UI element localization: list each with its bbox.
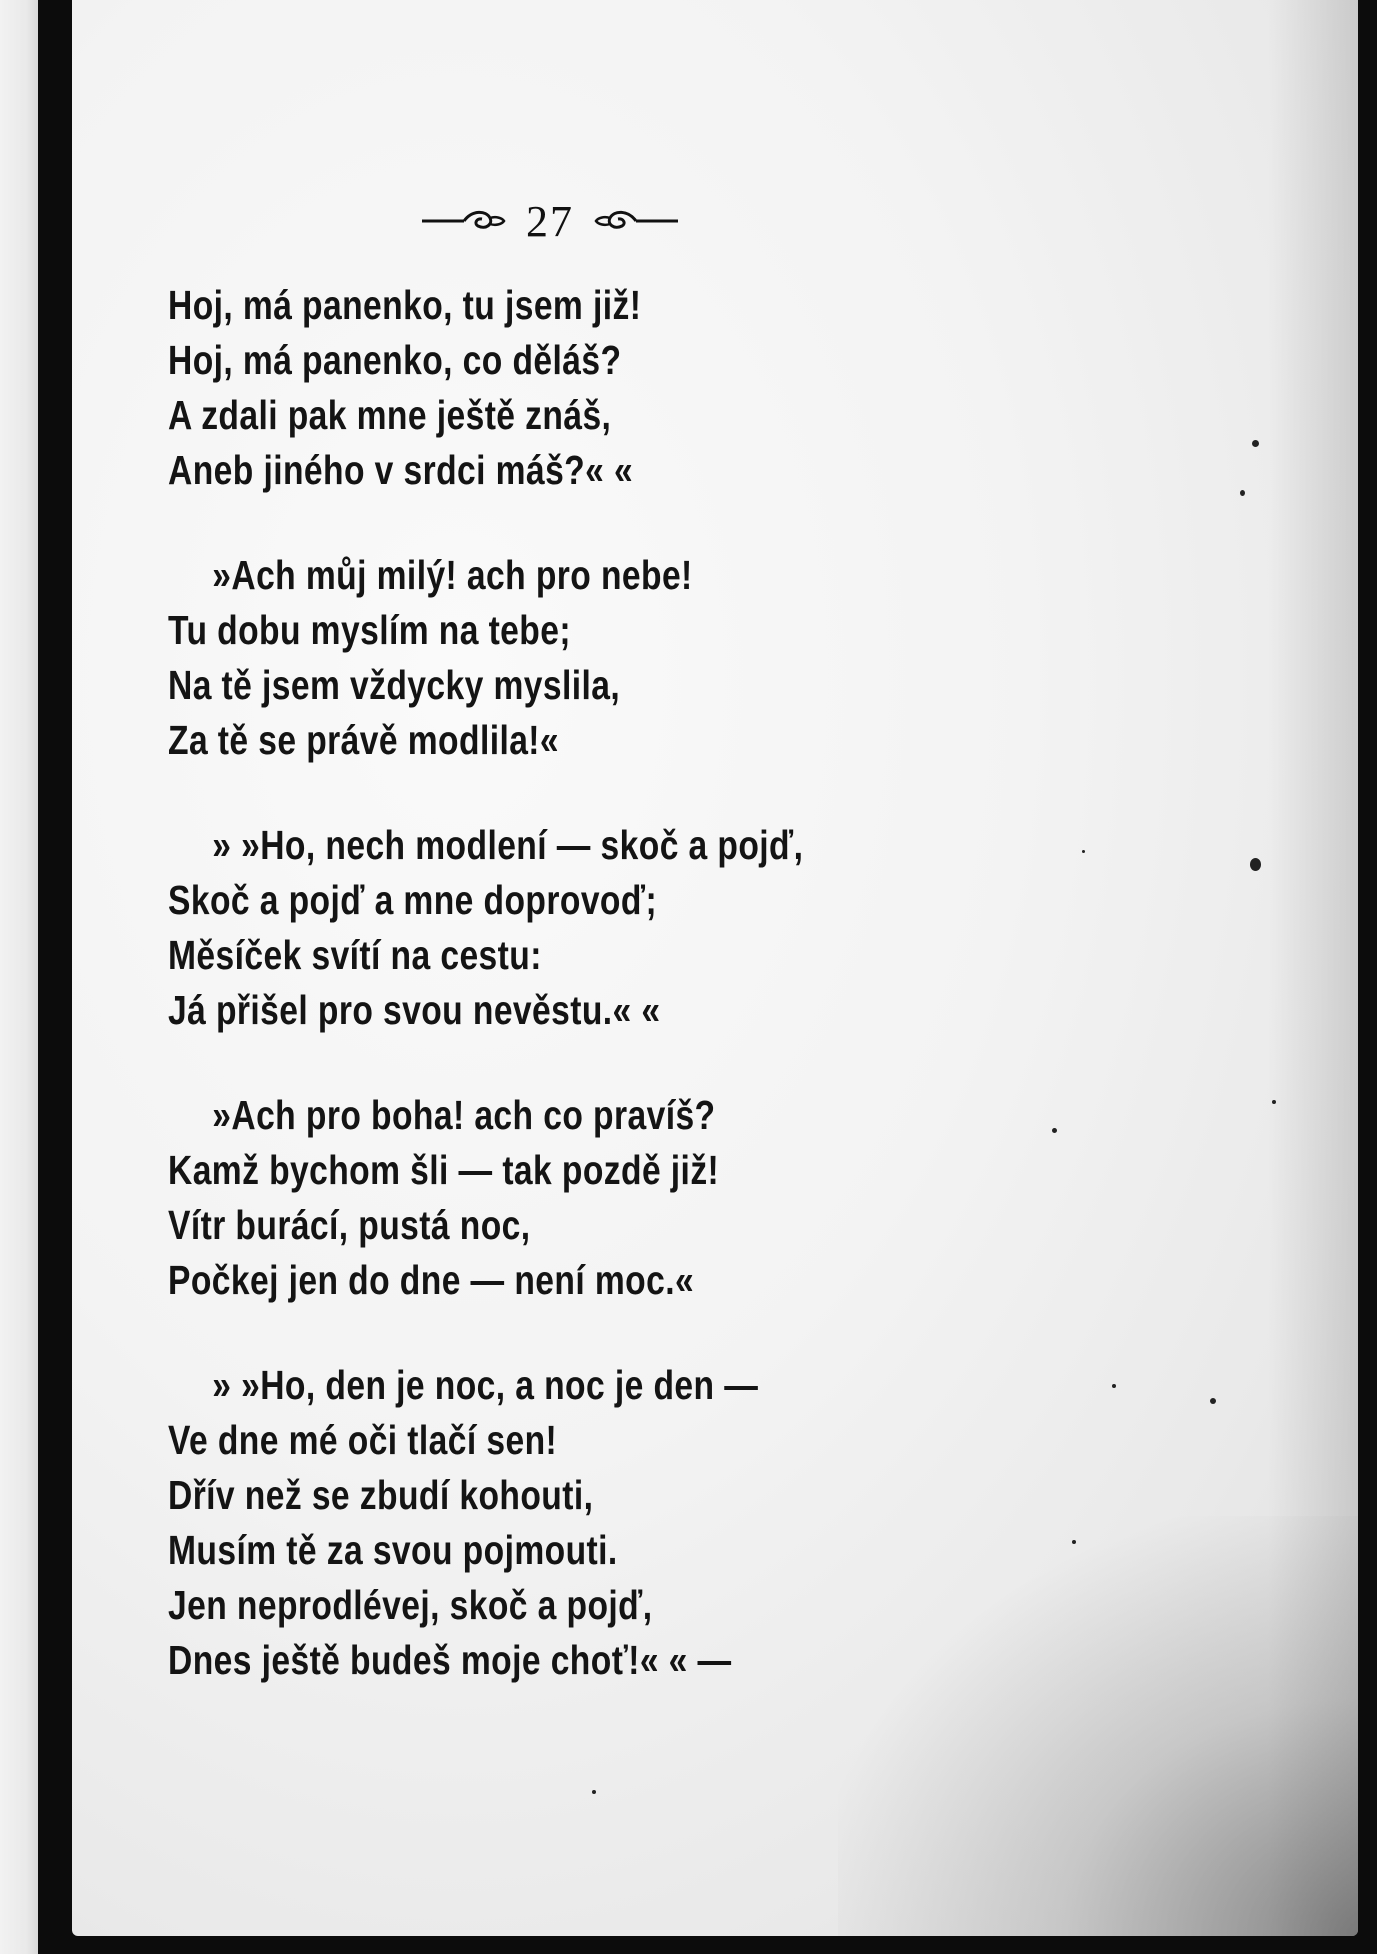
poem-line: Dnes ještě budeš moje choť!« « —	[168, 1637, 732, 1683]
ink-speck	[1250, 858, 1261, 871]
right-ornament-icon	[594, 206, 680, 236]
poem-line: A zdali pak mne ještě znáš,	[168, 392, 612, 438]
stanza-4	[168, 1088, 906, 1308]
ink-speck	[1082, 850, 1085, 853]
poem-line: Za tě se právě modlila!«	[168, 717, 560, 763]
poem-line: Počkej jen do dne — není moc.«	[168, 1257, 695, 1303]
left-ornament-icon	[420, 206, 506, 236]
ink-speck	[1252, 440, 1259, 447]
book-page	[72, 0, 1358, 1936]
poem-text	[168, 278, 906, 1738]
poem-line: Já přišel pro svou nevěstu.« «	[168, 987, 661, 1033]
poem-line: Na tě jsem vždycky myslila,	[168, 662, 621, 708]
poem-line: Skoč a pojď a mne doprovoď;	[168, 877, 658, 923]
ink-speck	[1240, 490, 1245, 496]
poem-line: » »Ho, nech modlení — skoč a pojď,	[212, 822, 804, 868]
poem-line: Jen neprodlévej, skoč a pojď,	[168, 1582, 653, 1628]
stanza-1	[168, 278, 906, 498]
ink-speck	[1052, 1128, 1057, 1133]
poem-line: Musím tě za svou pojmouti.	[168, 1527, 618, 1573]
poem-line: » »Ho, den je noc, a noc je den —	[212, 1362, 759, 1408]
ink-speck	[592, 1790, 596, 1794]
poem-line: Tu dobu myslím na tebe;	[168, 607, 571, 653]
poem-line: Vítr burácí, pustá noc,	[168, 1202, 531, 1248]
poem-line: Měsíček svítí na cestu:	[168, 932, 542, 978]
ink-speck	[1072, 1540, 1076, 1544]
poem-line: Kamž bychom šli — tak pozdě již!	[168, 1147, 720, 1193]
poem-line: Hoj, má panenko, tu jsem již!	[168, 282, 642, 328]
poem-line: Aneb jiného v srdci máš?« «	[168, 447, 634, 493]
poem-line: »Ach můj milý! ach pro nebe!	[212, 552, 693, 598]
ink-speck	[1112, 1384, 1116, 1388]
page-header	[72, 192, 1358, 252]
poem-line: Hoj, má panenko, co děláš?	[168, 337, 622, 383]
stanza-5	[168, 1358, 906, 1688]
left-page-edge	[0, 0, 38, 1954]
poem-line: »Ach pro boha! ach co pravíš?	[212, 1092, 716, 1138]
stanza-3	[168, 818, 906, 1038]
ink-speck	[1210, 1398, 1216, 1404]
stanza-2	[168, 548, 906, 768]
poem-line: Dřív než se zbudí kohouti,	[168, 1472, 594, 1518]
page-number: 27	[526, 197, 574, 246]
poem-line: Ve dne mé oči tlačí sen!	[168, 1417, 558, 1463]
ink-speck	[1272, 1100, 1276, 1104]
